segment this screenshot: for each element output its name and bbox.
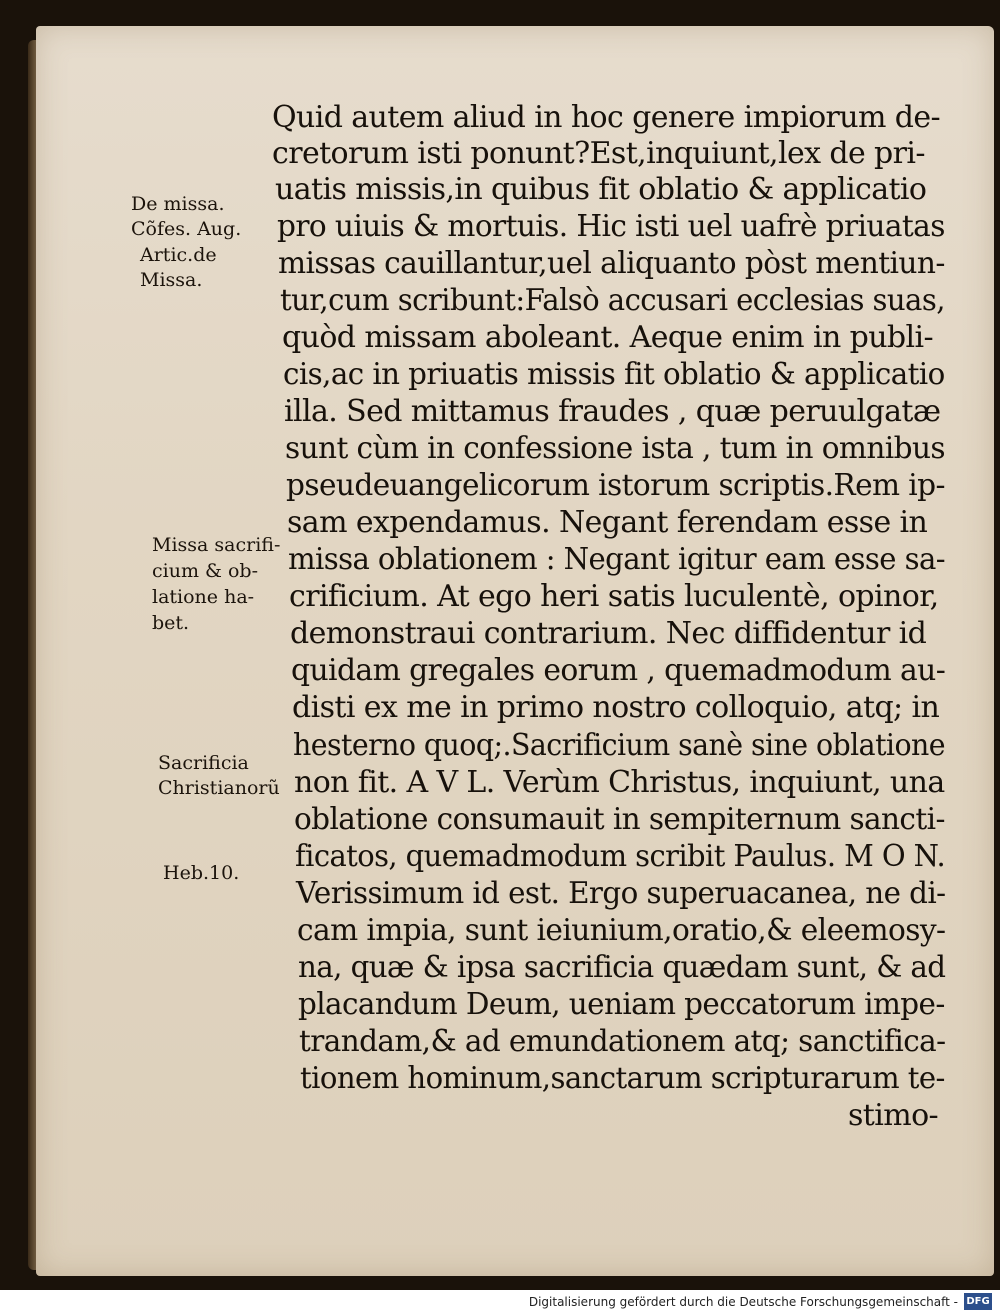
margin-note: De missa. <box>131 193 225 215</box>
text-line: pro uiuis & mortuis. Hic isti uel uafrè priuatas <box>277 209 945 244</box>
margin-note: Heb.10. <box>163 862 240 884</box>
margin-note: Artic.de <box>140 244 217 266</box>
text-line: sunt cùm in confessione ista , tum in omnibus <box>285 431 946 466</box>
margin-note: Missa sacrifi- <box>152 534 281 556</box>
text-line: cis,ac in priuatis missis fit oblatio & applicatio <box>283 357 945 392</box>
text-line: Quid autem aliud in hoc genere impiorum de- <box>272 100 941 135</box>
text-line: missas cauillantur,uel aliquanto pòst mentiun- <box>278 246 945 281</box>
funding-credit: Digitalisierung gefördert durch die Deutsche Forschungsgemeinschaft - <box>528 1295 958 1309</box>
text-line: sam expendamus. Negant ferendam esse in <box>287 505 928 540</box>
margin-note: Christianorũ <box>158 777 280 799</box>
text-line: trandam,& ad emundationem atq; sanctifica- <box>299 1024 946 1059</box>
text-line: disti ex me in primo nostro colloquio, atq; in <box>292 690 940 725</box>
margin-note: Missa. <box>140 269 203 291</box>
text-line: Verissimum id est. Ergo superuacanea, ne di- <box>296 876 946 911</box>
text-line: pseudeuangelicorum istorum scriptis.Rem ip- <box>286 468 945 503</box>
margin-note: Cõfes. Aug. <box>131 218 242 240</box>
text-line: ficatos, quemadmodum scribit Paulus. M O N. <box>295 839 946 874</box>
text-line: tionem hominum,sanctarum scripturarum te- <box>300 1061 945 1096</box>
dfg-logo: DFG <box>964 1293 992 1310</box>
margin-note: Sacrificia <box>158 752 249 774</box>
catchword: stimo- <box>848 1098 939 1133</box>
text-line: na, quæ & ipsa sacrificia quædam sunt, & ad <box>298 950 946 985</box>
text-line: cretorum isti ponunt?Est,inquiunt,lex de pri- <box>272 136 925 171</box>
text-line: illa. Sed mittamus fraudes , quæ peruulgatæ <box>284 394 941 429</box>
text-line: quòd missam aboleant. Aeque enim in publi- <box>282 320 934 355</box>
margin-note: latione ha- <box>152 586 255 608</box>
margin-note: bet. <box>152 612 190 634</box>
text-line: crificium. At ego heri satis luculentè, opinor, <box>289 579 939 614</box>
text-line: uatis missis,in quibus fit oblatio & applicatio <box>275 172 927 207</box>
text-line: placandum Deum, ueniam peccatorum impe- <box>298 987 945 1022</box>
digitization-footer <box>0 1290 1000 1315</box>
text-line: tur,cum scribunt:Falsò accusari ecclesias suas, <box>280 283 945 318</box>
text-line: hesterno quoq;.Sacrificium sanè sine oblatione <box>293 728 946 763</box>
text-line: quidam gregales eorum , quemadmodum au- <box>291 653 946 688</box>
text-line: oblatione consumauit in sempiternum sancti- <box>294 802 945 837</box>
text-line: cam impia, sunt ieiunium,oratio,& eleemosy- <box>297 913 946 948</box>
margin-note: cium & ob- <box>152 560 258 582</box>
text-line: demonstraui contrarium. Nec diffidentur id <box>290 616 927 651</box>
text-line: non fit. A V L. Verùm Christus, inquiunt, una <box>294 765 945 800</box>
text-line: missa oblationem : Negant igitur eam esse sa- <box>288 542 945 577</box>
